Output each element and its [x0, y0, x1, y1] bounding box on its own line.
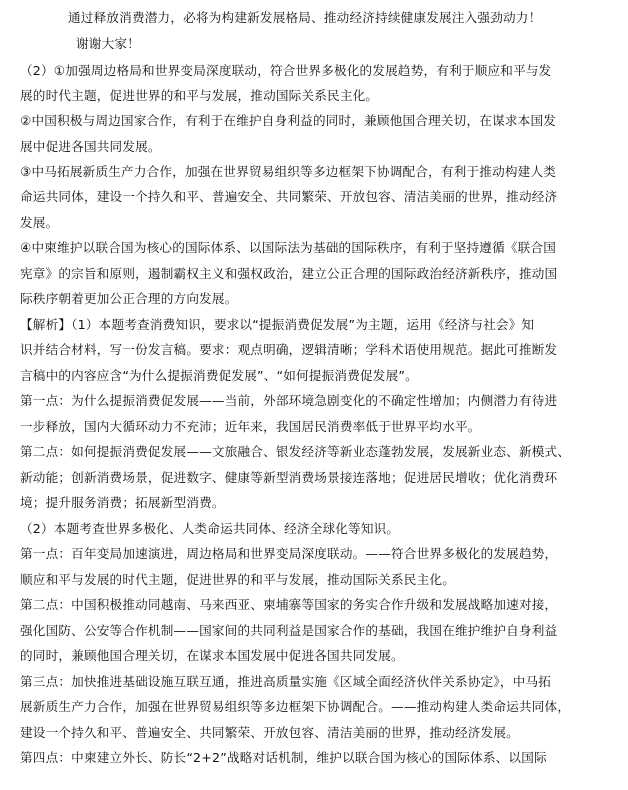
- text-line: （2）本题考查世界多极化、人类命运共同体、经济全球化等知识。: [20, 521, 400, 536]
- text-line: 发展。: [20, 215, 59, 230]
- text-line: ③中马拓展新质生产力合作，加强在世界贸易组织等多边框架下协调配合，有利于推动构建人类: [20, 164, 557, 179]
- text-line: 通过释放消费潜力，必将为构建新发展格局、推动经济持续健康发展注入强劲动力！: [68, 10, 542, 25]
- text-line: 命运共同体，建设一个持久和平、普遍安全、共同繁荣、开放包容、清洁美丽的世界，推动经济: [20, 189, 558, 204]
- text-line: 第一点：为什么提振消费促发展——当前，外部环境急剧变化的不确定性增加；内侧潜力有待进: [20, 393, 558, 408]
- text-line: 展中促进各国共同发展。: [20, 139, 161, 154]
- text-line: 展新质生产力合作，加强在世界贸易组织等多边框架下协调配合。——推动构建人类命运共同体，: [20, 699, 571, 714]
- text-line: 境；提升服务消费；拓展新型消费。: [20, 495, 225, 510]
- text-line: 顺应和平与发展的时代主题，促进世界的和平与发展，推动国际关系民主化。: [20, 572, 455, 587]
- text-line: （2）①加强周边格局和世界变局深度联动，符合世界多极化的发展趋势，有利于顺应和平与发: [20, 63, 552, 78]
- text-line: 一步释放，国内大循环动力不充沛；近年来，我国居民消费率低于世界平均水平。: [20, 419, 481, 434]
- text-line: 新动能；创新消费场景，促进数字、健康等新型消费场景接连落地；促进居民增收；优化消费环: [20, 470, 558, 485]
- text-line: 第四点：中柬建立外长、防长“2+2”战略对话机制，维护以联合国为核心的国际体系、以国际: [20, 750, 547, 765]
- text-line: 【解析】（1）本题考查消费知识，要求以“提振消费促发展”为主题，运用《经济与社会》知: [20, 317, 535, 332]
- text-line: 第三点：加快推进基础设施互联互通，推进高质量实施《区域全面经济伙伴关系协定》，中马拓: [20, 674, 552, 689]
- text-line: ④中柬维护以联合国为核心的国际体系、以国际法为基础的国际秩序，有利于坚持遵循《联合国: [20, 240, 557, 255]
- text-line: 宪章》的宗旨和原则，遏制霸权主义和强权政治，建立公正合理的国际政治经济新秩序，推动国: [20, 266, 558, 281]
- text-line: 强化国防、公安等合作机制——国家间的共同利益是国家合作的基础，我国在维护维护自身利益: [20, 623, 558, 638]
- text-line: 谢谢大家！: [76, 36, 140, 51]
- text-line: 建设一个持久和平、普遍安全、共同繁荣、开放包容、清洁美丽的世界，推动经济发展。: [20, 725, 519, 740]
- text-line: 展的时代主题，促进世界的和平与发展，推动国际关系民主化。: [20, 88, 379, 103]
- text-line: 言稿中的内容应含“为什么提振消费促发展”、“如何提振消费促发展”。: [20, 368, 418, 383]
- text-line: 第二点：如何提振消费促发展——文旅融合、银发经济等新业态蓬勃发展，发展新业态、新模式、: [20, 444, 571, 459]
- text-line: 第一点：百年变局加速演进，周边格局和世界变局深度联动。——符合世界多极化的发展趋势，: [20, 546, 558, 561]
- text-line: 的同时，兼顾他国合理关切，在谋求本国发展中促进各国共同发展。: [20, 648, 404, 663]
- text-line: 际秩序朝着更加公正合理的方向发展。: [20, 291, 238, 306]
- text-line: 识并结合材料，写一份发言稿。要求：观点明确，逻辑清晰；学科术语使用规范。据此可推断发: [20, 342, 558, 357]
- text-line: 第二点：中国积极推动同越南、马来西亚、柬埔寨等国家的务实合作升级和发展战略加速对接，: [20, 597, 558, 612]
- text-line: ②中国积极与周边国家合作，有利于在维护自身利益的同时，兼顾他国合理关切，在谋求本国发: [20, 113, 557, 128]
